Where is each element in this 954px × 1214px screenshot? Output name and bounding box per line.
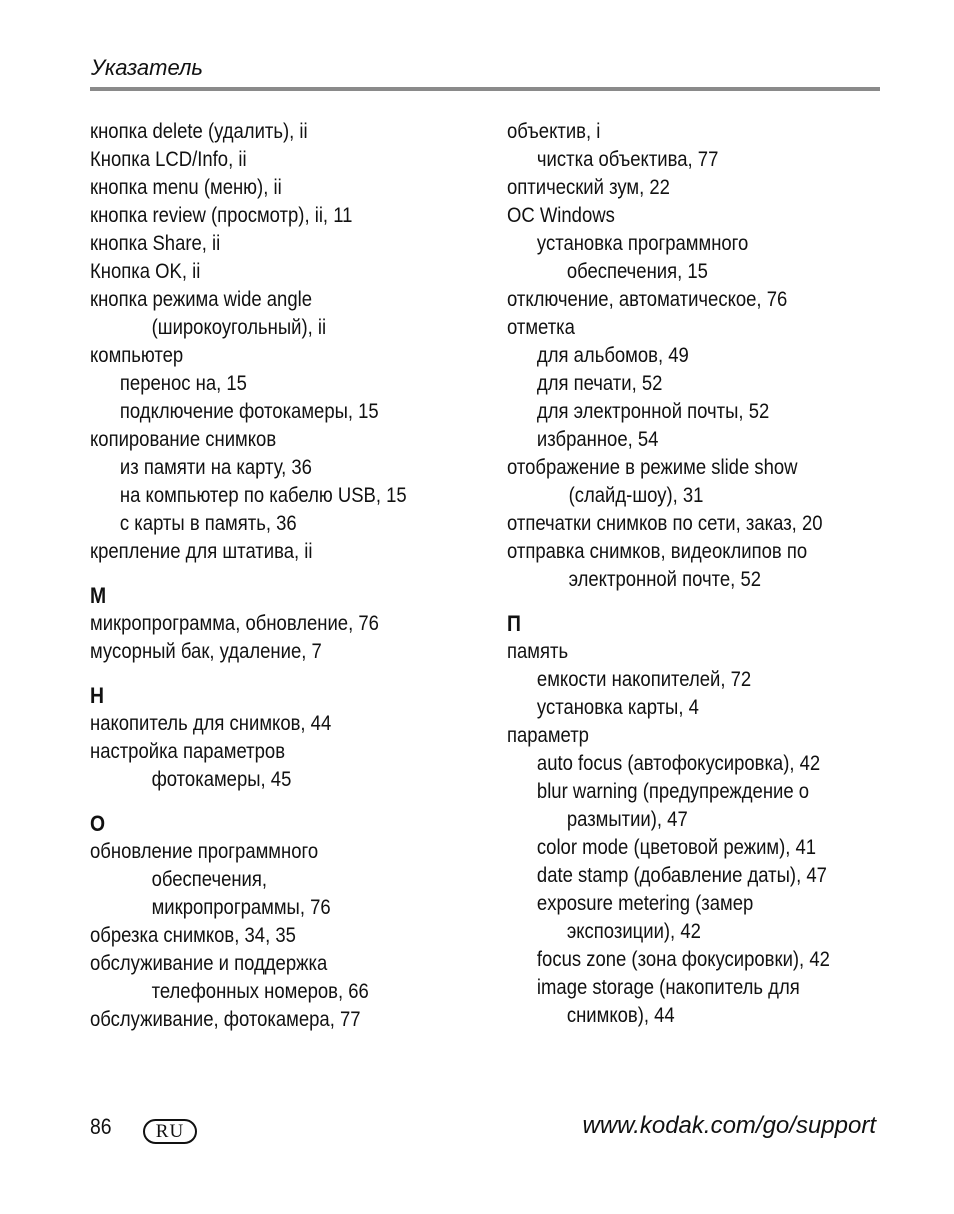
index-subentry: для печати, 52 <box>536 372 663 395</box>
section-letter-m: М <box>90 583 107 608</box>
page-number: 86 <box>90 1114 112 1139</box>
index-entry: объектив, i <box>507 120 601 143</box>
index-subentry: емкости накопителей, 72 <box>536 668 752 691</box>
index-subentry: избранное, 54 <box>536 428 659 451</box>
index-entry: крепление для штатива, ii <box>90 540 313 563</box>
index-entry: обслуживание, фотокамера, 77 <box>90 1008 361 1031</box>
index-subentry-continuation: обеспечения, 15 <box>566 260 708 283</box>
index-subentry-continuation: размытии), 47 <box>566 808 688 831</box>
index-entry: микропрограмма, обновление, 76 <box>90 612 379 635</box>
index-entry-continuation: электронной почте, 52 <box>568 568 762 591</box>
language-badge: RU <box>143 1119 197 1144</box>
index-entry: кнопка Share, ii <box>90 232 221 255</box>
index-entry: Кнопка OK, ii <box>90 260 201 283</box>
index-entry: оптический зум, 22 <box>507 176 670 199</box>
index-entry: накопитель для снимков, 44 <box>90 712 332 735</box>
index-subentry: из памяти на карту, 36 <box>119 456 312 479</box>
index-entry-continuation: микропрограммы, 76 <box>151 896 331 919</box>
index-entry: компьютер <box>90 344 184 367</box>
index-entry: память <box>507 640 569 663</box>
index-entry: мусорный бак, удаление, 7 <box>90 640 322 663</box>
index-subentry: auto focus (автофокусировка), 42 <box>536 752 821 775</box>
index-entry: ОС Windows <box>507 204 615 227</box>
index-subentry: blur warning (предупреждение о <box>536 780 810 803</box>
index-entry-continuation: обеспечения, <box>151 868 268 891</box>
index-entry: отображение в режиме slide show <box>507 456 798 479</box>
index-entry: кнопка delete (удалить), ii <box>90 120 308 143</box>
index-entry: кнопка режима wide angle <box>90 288 312 311</box>
index-subentry: с карты в память, 36 <box>119 512 297 535</box>
index-entry: Кнопка LCD/Info, ii <box>90 148 247 171</box>
index-subentry: date stamp (добавление даты), 47 <box>536 864 827 887</box>
index-entry: кнопка menu (меню), ii <box>90 176 282 199</box>
support-url-text: www.kodak.com/go/support <box>582 1112 876 1139</box>
index-subentry: focus zone (зона фокусировки), 42 <box>536 948 830 971</box>
section-letter-n: Н <box>90 683 104 708</box>
index-column-right <box>507 118 868 1030</box>
index-subentry: для электронной почты, 52 <box>536 400 770 423</box>
index-entry: обрезка снимков, 34, 35 <box>90 924 296 947</box>
index-entry-continuation: телефонных номеров, 66 <box>151 980 369 1003</box>
index-subentry: перенос на, 15 <box>119 372 247 395</box>
index-subentry: color mode (цветовой режим), 41 <box>536 836 817 859</box>
index-subentry-continuation: снимков), 44 <box>566 1004 675 1027</box>
index-entry-continuation: (слайд-шоу), 31 <box>568 484 704 507</box>
index-subentry: image storage (накопитель для <box>536 976 800 999</box>
index-entry: отпечатки снимков по сети, заказ, 20 <box>507 512 823 535</box>
index-entry: отключение, автоматическое, 76 <box>507 288 788 311</box>
index-entry: копирование снимков <box>90 428 277 451</box>
index-entry: обновление программного <box>90 840 319 863</box>
index-entry: кнопка review (просмотр), ii, 11 <box>90 204 353 227</box>
index-subentry-continuation: экспозиции), 42 <box>566 920 701 943</box>
index-subentry: exposure metering (замер <box>536 892 754 915</box>
index-subentry: подключение фотокамеры, 15 <box>119 400 379 423</box>
index-subentry: установка программного <box>536 232 749 255</box>
index-subentry: чистка объектива, 77 <box>536 148 719 171</box>
index-entry: настройка параметров <box>90 740 286 763</box>
index-entry: параметр <box>507 724 589 747</box>
index-subentry: на компьютер по кабелю USB, 15 <box>119 484 407 507</box>
index-entry: отправка снимков, видеоклипов по <box>507 540 808 563</box>
index-subentry: установка карты, 4 <box>536 696 699 719</box>
index-column-left <box>90 118 451 1034</box>
index-entry-continuation: фотокамеры, 45 <box>151 768 292 791</box>
index-entry-continuation: (широкоугольный), ii <box>151 316 327 339</box>
section-letter-p: П <box>507 611 521 636</box>
section-letter-o: О <box>90 811 106 836</box>
index-entry: отметка <box>507 316 575 339</box>
running-header-title: Указатель <box>91 55 203 80</box>
index-entry: обслуживание и поддержка <box>90 952 328 975</box>
index-subentry: для альбомов, 49 <box>536 344 689 367</box>
header-divider <box>90 87 880 91</box>
